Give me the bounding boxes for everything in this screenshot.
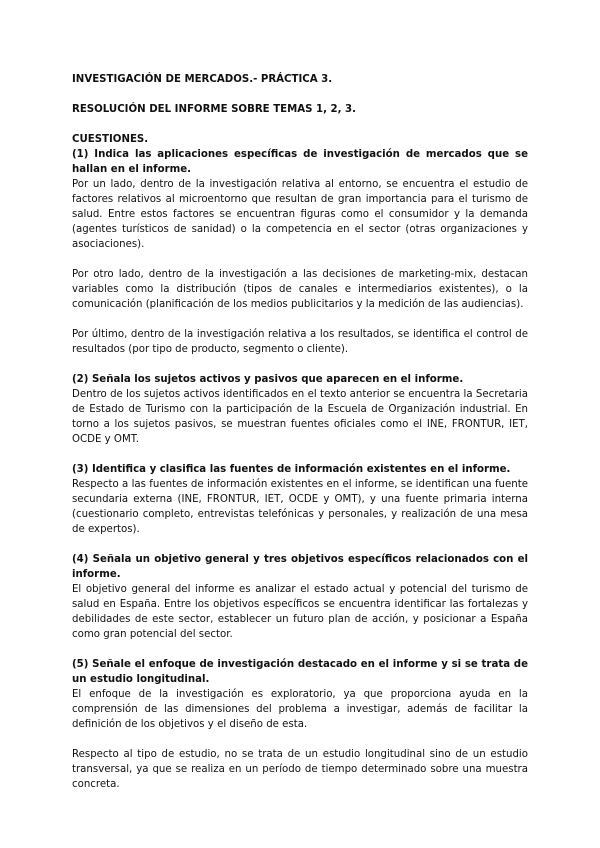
question-3: [72, 462, 528, 537]
answer-paragraph: Por otro lado, dentro de la investigación a las decisiones de marketing-mix, destacan variables como la distribución (tipos de canales e intermediarios existentes), o la comunicación (planificación de los medios publicitarios y la medición de las audiencias).: [72, 269, 528, 310]
answer-paragraph: El objetivo general del informe es analizar el estado actual y potencial del turismo de salud en España. Entre los objetivos específicos se encuentra identificar las fortalezas y debilidades de este sector, establecer un futuro plan de acción, y posicionar a España como gran potencial del sector.: [72, 584, 528, 640]
question-1: [72, 147, 528, 357]
question-title: (2) Señala los sujetos activos y pasivos que aparecen en el informe.: [72, 374, 464, 385]
answer-paragraph: Respecto al tipo de estudio, no se trata de un estudio longitudinal sino de un estudio transversal, ya que se realiza en un período de tiempo determinado sobre una muestra concreta.: [72, 749, 528, 790]
section-label: CUESTIONES.: [72, 134, 149, 145]
answer-paragraph: El enfoque de la investigación es exploratorio, ya que proporciona ayuda en la comprensión de las dimensiones del problema a investigar, además de facilitar la definición de los objetivos y el diseño de esta.: [72, 689, 528, 730]
question-title: (1) Indica las aplicaciones específicas de investigación de mercados que se hallan en el informe.: [72, 149, 528, 175]
question-title: (5) Señale el enfoque de investigación destacado en el informe y si se trata de un estudio longitudinal.: [72, 659, 528, 685]
answer-paragraph: Respecto a las fuentes de información existentes en el informe, se identifican una fuente secundaria externa (INE, FRONTUR, IET, OCDE y OMT), y una fuente primaria interna (cuestionario completo, entrevistas telefónicas y personales, y realización de una mesa de expertos).: [72, 479, 528, 535]
question-title: (4) Señala un objetivo general y tres objetivos específicos relacionados con el informe.: [72, 554, 528, 580]
document-subtitle: RESOLUCIÓN DEL INFORME SOBRE TEMAS 1, 2, 3.: [72, 104, 356, 115]
question-2: [72, 372, 528, 447]
answer-paragraph: Por un lado, dentro de la investigación relativa al entorno, se encuentra el estudio de factores relativos al microentorno que resultan de gran importancia para el turismo de salud. Entre estos factores se encuentran figuras como el consumidor y la demanda (agentes turísticos de sanidad) o la competencia en el sector (otras organizaciones y asociaciones).: [72, 179, 528, 250]
answer-paragraph: Por último, dentro de la investigación relativa a los resultados, se identifica el control de resultados (por tipo de producto, segmento o cliente).: [72, 329, 528, 355]
document-page: [72, 72, 528, 792]
answer-paragraph: Dentro de los sujetos activos identificados en el texto anterior se encuentra la Secretaria de Estado de Turismo con la participación de la Escuela de Organización industrial. En torno a los sujetos pasivos, se muestran fuentes oficiales como el INE, FRONTUR, IET, OCDE y OMT.: [72, 389, 528, 445]
question-title: (3) Identifica y clasifica las fuentes de información existentes en el informe.: [72, 464, 511, 475]
question-5: [72, 657, 528, 792]
document-title: INVESTIGACIÓN DE MERCADOS.- PRÁCTICA 3.: [72, 74, 333, 85]
question-4: [72, 552, 528, 642]
